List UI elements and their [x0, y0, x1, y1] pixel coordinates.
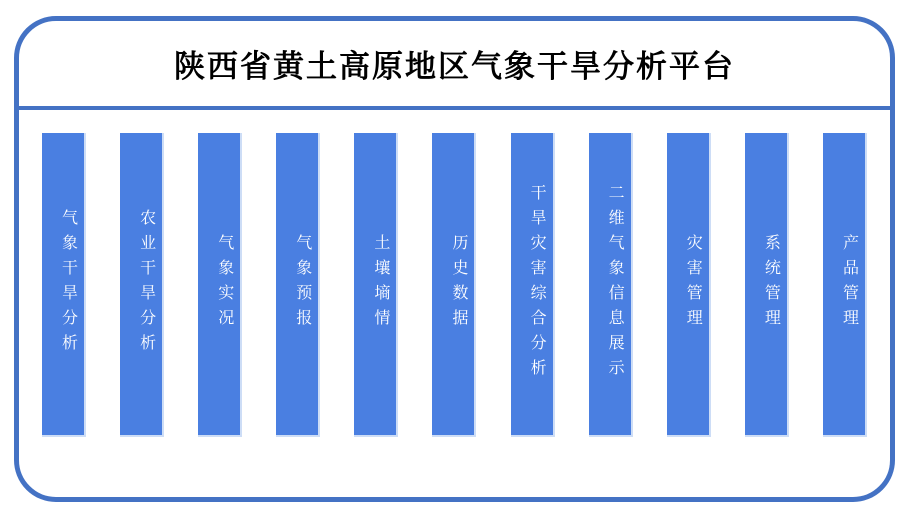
bar-label: 气象实况	[215, 234, 233, 334]
bar-drought-disaster-comprehensive-analysis	[511, 133, 555, 437]
bar-weather-forecast	[276, 133, 320, 437]
bar-label: 气象干旱分析	[59, 209, 77, 359]
bar-label: 气象预报	[293, 234, 311, 334]
bar-label: 历史数据	[449, 234, 467, 334]
bar-meteorological-drought-analysis	[42, 133, 86, 437]
bar-label: 农业干旱分析	[137, 209, 155, 359]
bar-2d-meteorological-info-display	[589, 133, 633, 437]
module-bars-container	[19, 110, 890, 437]
bar-label: 系统管理	[762, 234, 780, 334]
platform-diagram-frame	[14, 16, 895, 502]
bar-soil-moisture	[354, 133, 398, 437]
bar-product-management	[823, 133, 867, 437]
bar-agricultural-drought-analysis	[120, 133, 164, 437]
bar-label: 土壤墒情	[371, 234, 389, 334]
bar-historical-data	[432, 133, 476, 437]
diagram-header	[19, 21, 890, 110]
bar-weather-realtime	[198, 133, 242, 437]
bar-label: 二维气象信息展示	[606, 184, 624, 384]
diagram-title: 陕西省黄土高原地区气象干旱分析平台	[174, 49, 735, 84]
bar-system-management	[745, 133, 789, 437]
bar-label: 灾害管理	[684, 234, 702, 334]
bar-label: 干旱灾害综合分析	[528, 184, 546, 384]
bar-label: 产品管理	[840, 234, 858, 334]
bar-disaster-management	[667, 133, 711, 437]
